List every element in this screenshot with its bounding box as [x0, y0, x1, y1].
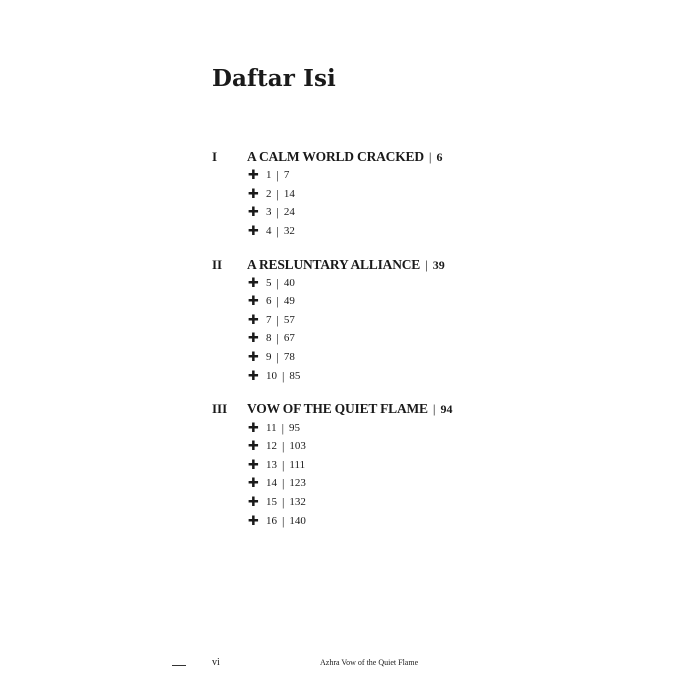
- chapter-number: 14: [266, 477, 277, 489]
- separator: |: [281, 420, 284, 435]
- part-numeral: II: [212, 257, 223, 272]
- part-page-number: 39: [432, 257, 445, 272]
- chapter-page-number: 111: [289, 459, 306, 471]
- cross-icon: ✚: [248, 330, 259, 346]
- cross-icon: ✚: [248, 494, 259, 510]
- separator: |: [282, 513, 285, 528]
- chapter-page-number: 57: [283, 314, 295, 326]
- chapter-entry[interactable]: [248, 204, 295, 220]
- chapter-number: 15: [266, 496, 277, 508]
- separator: |: [282, 438, 285, 453]
- part-title: A RESLUNTARY ALLIANCE: [247, 257, 421, 272]
- chapter-number: 10: [266, 370, 277, 382]
- chapter-entry[interactable]: [248, 475, 306, 491]
- part-title: VOW OF THE QUIET FLAME: [247, 401, 428, 416]
- chapter-entry[interactable]: [248, 513, 306, 529]
- separator: |: [282, 368, 285, 383]
- part-page-number: 94: [440, 401, 453, 416]
- cross-icon: ✚: [248, 438, 259, 454]
- cross-icon: ✚: [248, 204, 259, 220]
- separator: |: [282, 494, 285, 509]
- cross-icon: ✚: [248, 167, 259, 183]
- separator: |: [432, 401, 436, 416]
- chapter-page-number: 40: [283, 277, 295, 289]
- chapter-number: 12: [266, 440, 277, 452]
- part-heading[interactable]: [212, 148, 443, 166]
- chapter-page-number: 14: [283, 188, 295, 200]
- part-numeral: I: [212, 149, 218, 164]
- part-heading[interactable]: [212, 256, 445, 274]
- cross-icon: ✚: [248, 349, 259, 365]
- chapter-page-number: 95: [289, 422, 300, 434]
- chapter-entry[interactable]: [248, 330, 295, 346]
- chapter-number: 2: [266, 188, 272, 200]
- chapter-number: 5: [266, 277, 272, 289]
- chapter-entry[interactable]: [248, 312, 295, 328]
- cross-icon: ✚: [248, 513, 259, 529]
- chapter-page-number: 49: [283, 295, 295, 307]
- page-folio: vi: [212, 657, 220, 668]
- separator: |: [276, 186, 279, 201]
- chapter-entry[interactable]: [248, 186, 295, 202]
- chapter-page-number: 103: [289, 440, 306, 452]
- cross-icon: ✚: [248, 312, 259, 328]
- separator: |: [276, 223, 279, 238]
- cross-icon: ✚: [248, 293, 259, 309]
- running-title: Azhra Vow of the Quiet Flame: [320, 658, 419, 667]
- chapter-page-number: 123: [289, 477, 306, 489]
- chapter-number: 16: [266, 515, 277, 527]
- chapter-page-number: 32: [283, 225, 295, 237]
- separator: |: [282, 475, 285, 490]
- chapter-entry[interactable]: [248, 438, 306, 454]
- chapter-page-number: 132: [289, 496, 306, 508]
- chapter-number: 11: [266, 422, 277, 434]
- chapter-entry[interactable]: [248, 494, 306, 510]
- footer-rule: [172, 665, 186, 666]
- chapter-entry[interactable]: [248, 420, 300, 436]
- part-page-number: 6: [436, 149, 443, 164]
- chapter-entry[interactable]: [248, 349, 295, 365]
- cross-icon: ✚: [248, 475, 259, 491]
- part-heading[interactable]: [212, 400, 452, 418]
- chapter-entry[interactable]: [248, 368, 300, 384]
- separator: |: [276, 275, 279, 290]
- separator: |: [425, 257, 428, 272]
- chapter-entry[interactable]: [248, 275, 295, 291]
- chapter-entry[interactable]: [248, 167, 289, 183]
- separator: |: [282, 457, 285, 472]
- chapter-entry[interactable]: [248, 223, 295, 239]
- chapter-number: 7: [266, 314, 272, 326]
- cross-icon: ✚: [248, 368, 259, 384]
- cross-icon: ✚: [248, 420, 259, 436]
- chapter-page-number: 7: [283, 169, 290, 181]
- separator: |: [276, 312, 279, 327]
- separator: |: [276, 293, 279, 308]
- chapter-entry[interactable]: [248, 457, 305, 473]
- chapter-page-number: 140: [289, 515, 306, 527]
- chapter-page-number: 85: [289, 370, 301, 382]
- separator: |: [276, 204, 279, 219]
- part-numeral: III: [212, 401, 228, 416]
- chapter-number: 1: [266, 169, 272, 181]
- chapter-number: 13: [266, 459, 277, 471]
- cross-icon: ✚: [248, 186, 259, 202]
- chapter-number: 6: [266, 295, 272, 307]
- chapter-entry[interactable]: [248, 293, 295, 309]
- page-title: Daftar Isi: [212, 65, 336, 92]
- chapter-page-number: 78: [283, 351, 295, 363]
- separator: |: [276, 349, 279, 364]
- chapter-page-number: 24: [283, 206, 295, 218]
- chapter-page-number: 67: [283, 332, 295, 344]
- cross-icon: ✚: [248, 223, 259, 239]
- separator: |: [276, 167, 279, 182]
- chapter-number: 3: [266, 206, 272, 218]
- chapter-number: 8: [266, 332, 272, 344]
- chapter-number: 9: [266, 351, 272, 363]
- chapter-number: 4: [266, 225, 272, 237]
- cross-icon: ✚: [248, 275, 259, 291]
- cross-icon: ✚: [248, 457, 259, 473]
- separator: |: [428, 149, 432, 164]
- part-title: A CALM WORLD CRACKED: [247, 149, 424, 164]
- separator: |: [276, 330, 279, 345]
